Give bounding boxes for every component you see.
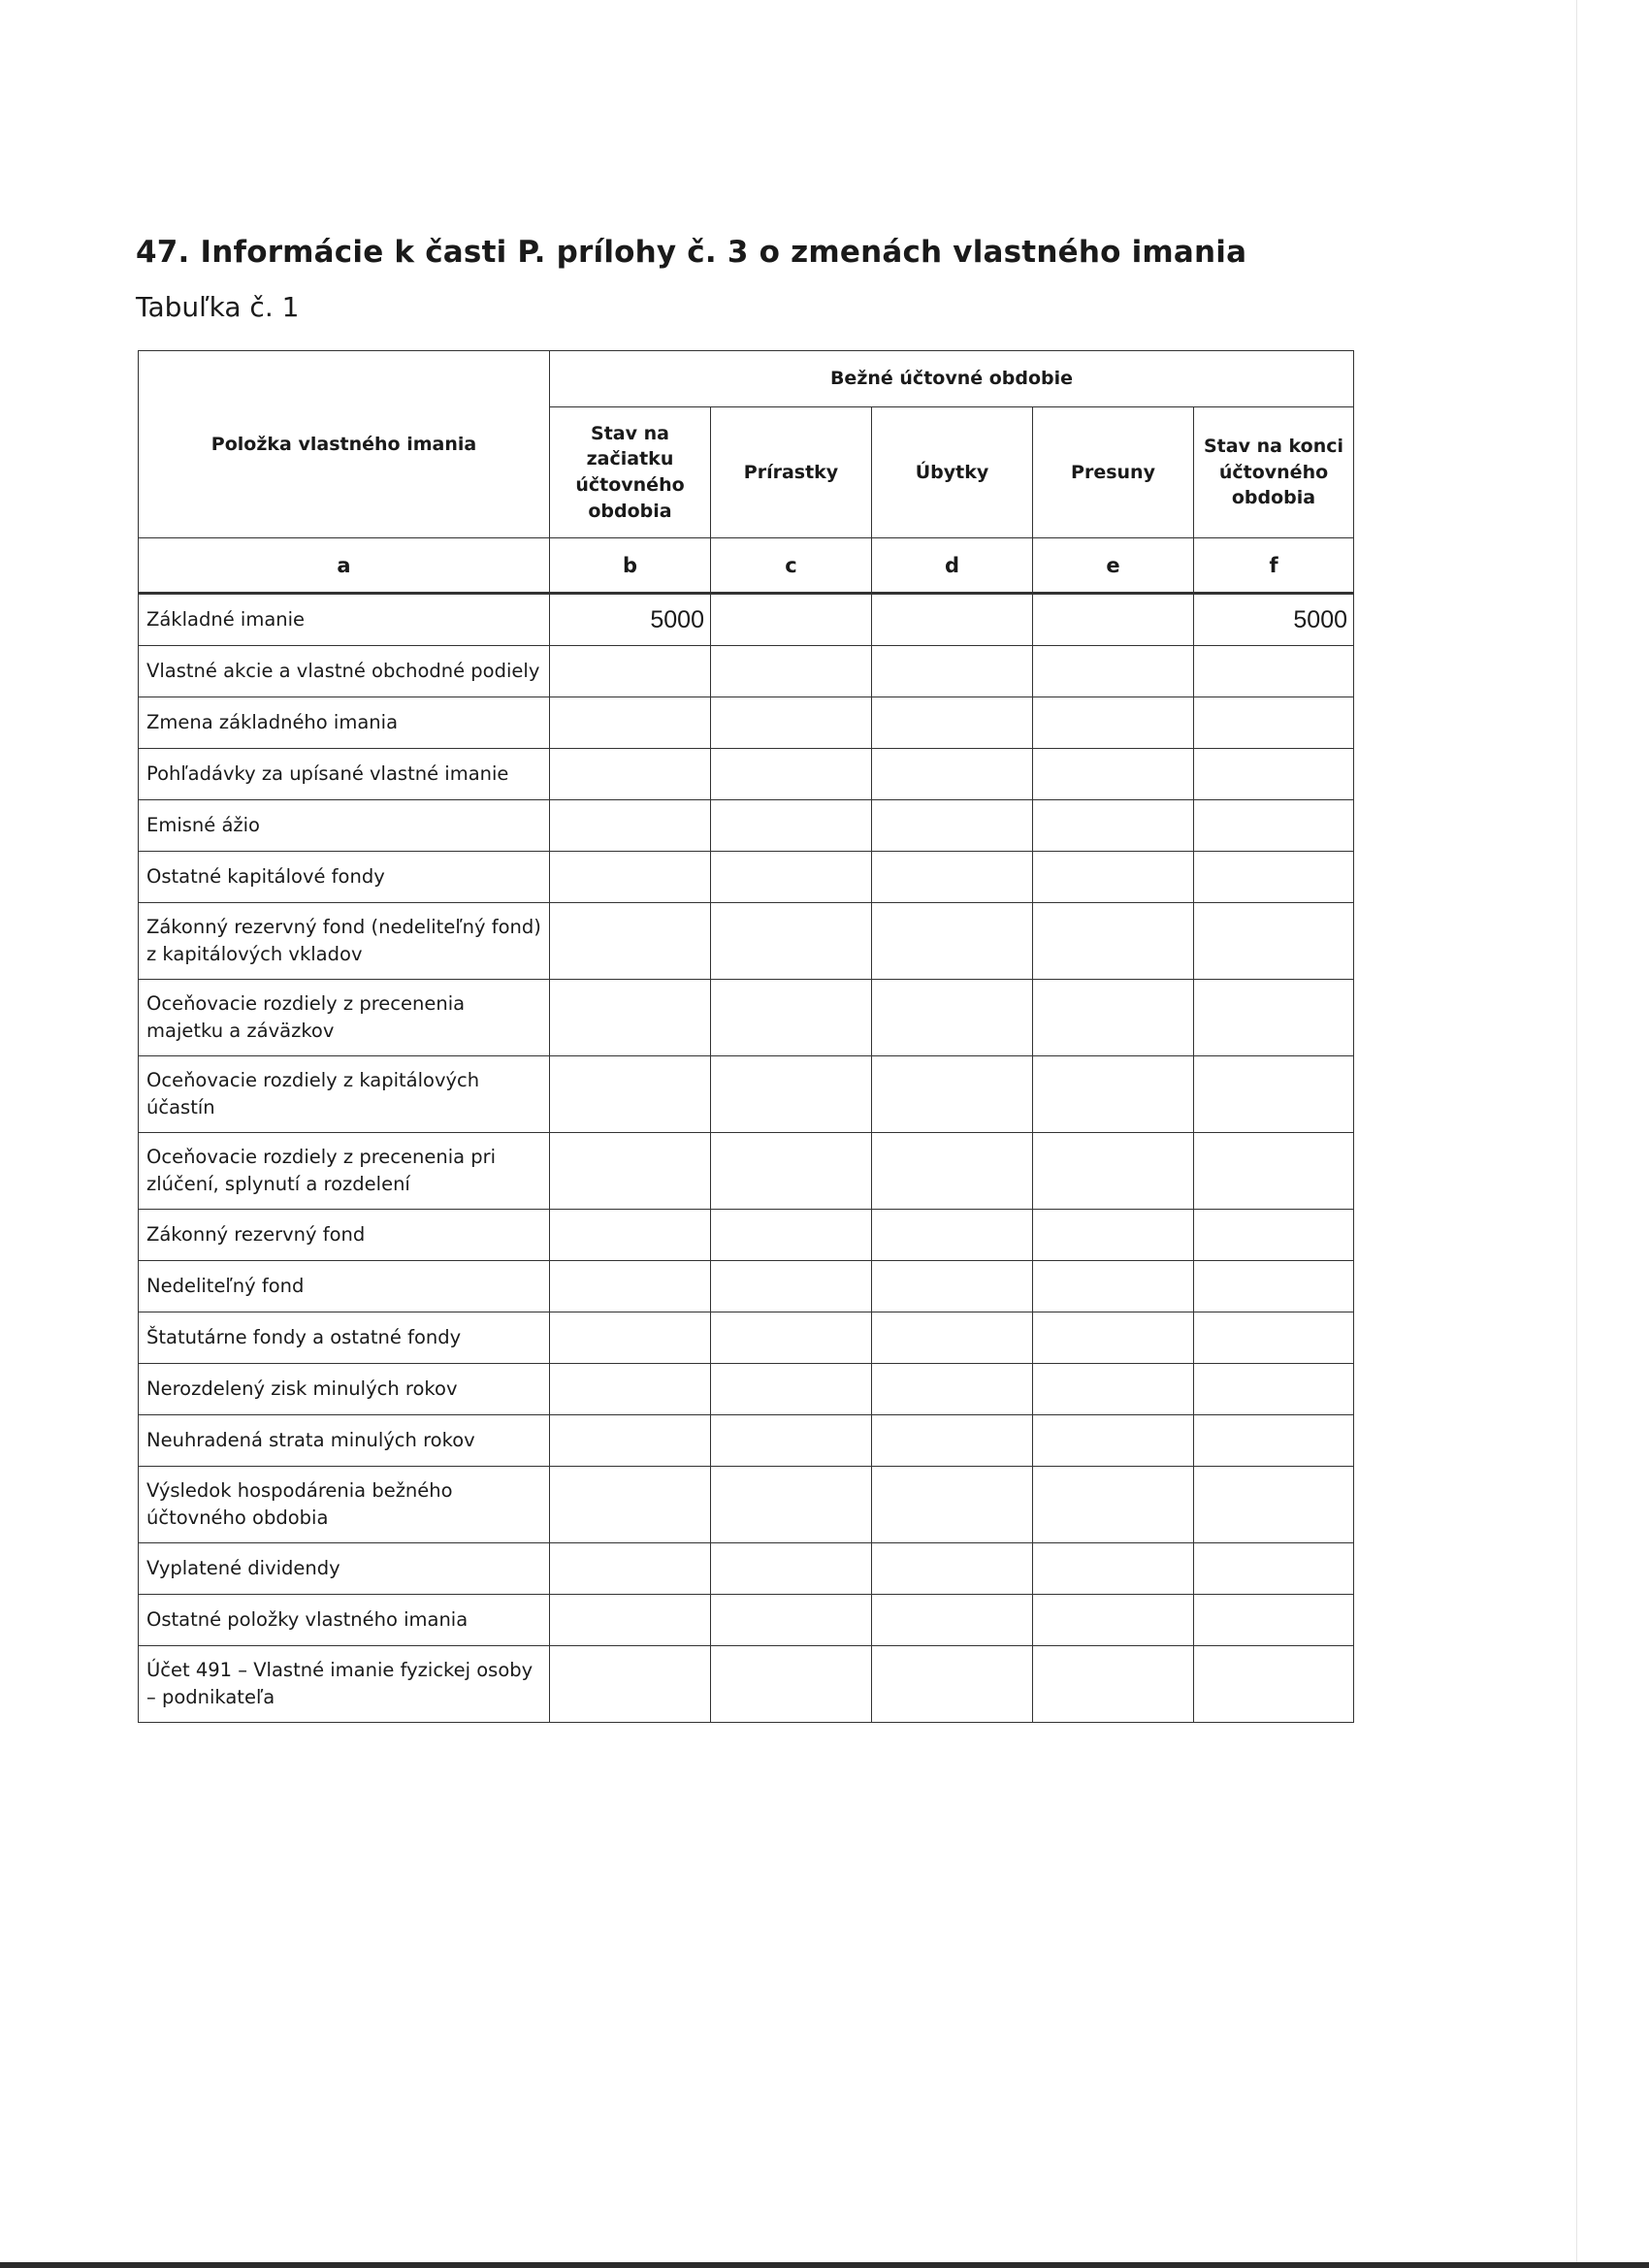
table-row bbox=[139, 1595, 1354, 1646]
value-cell-e[interactable] bbox=[1033, 1312, 1194, 1364]
value-cell-f[interactable] bbox=[1194, 1467, 1354, 1543]
value-cell-c[interactable] bbox=[711, 852, 872, 903]
value-cell-b[interactable] bbox=[550, 1133, 711, 1210]
column-letters-row bbox=[139, 538, 1354, 594]
value-cell-d[interactable] bbox=[872, 980, 1033, 1056]
row-label: Oceňovacie rozdiely z kapitálových účastín bbox=[139, 1056, 550, 1133]
col-header-end: Stav na konci účtovného obdobia bbox=[1194, 407, 1354, 538]
value-cell-e[interactable] bbox=[1033, 697, 1194, 749]
value-cell-d[interactable] bbox=[872, 1133, 1033, 1210]
col-header-decreases: Úbytky bbox=[872, 407, 1033, 538]
value-cell-c[interactable] bbox=[711, 697, 872, 749]
value-cell-f[interactable] bbox=[1194, 980, 1354, 1056]
value-cell-e[interactable] bbox=[1033, 980, 1194, 1056]
row-label: Oceňovacie rozdiely z precenenia pri zlúčení, splynutí a rozdelení bbox=[139, 1133, 550, 1210]
table-row bbox=[139, 1261, 1354, 1312]
table-row bbox=[139, 1133, 1354, 1210]
value-cell-e[interactable] bbox=[1033, 646, 1194, 697]
value-cell-e[interactable] bbox=[1033, 1364, 1194, 1415]
column-letter: b bbox=[550, 538, 711, 594]
row-label: Vlastné akcie a vlastné obchodné podiely bbox=[139, 646, 550, 697]
value-cell-d[interactable] bbox=[872, 594, 1033, 646]
column-letter: f bbox=[1194, 538, 1354, 594]
table-row bbox=[139, 1467, 1354, 1543]
value-cell-c[interactable] bbox=[711, 903, 872, 980]
table-row bbox=[139, 749, 1354, 800]
value-cell-d[interactable] bbox=[872, 1646, 1033, 1723]
value-cell-d[interactable] bbox=[872, 1543, 1033, 1595]
page-edge bbox=[1576, 0, 1577, 2268]
value-cell-d[interactable] bbox=[872, 852, 1033, 903]
value-cell-c[interactable] bbox=[711, 800, 872, 852]
col-header-start: Stav na začiatku účtovného obdobia bbox=[550, 407, 711, 538]
value-cell-b[interactable] bbox=[550, 1415, 711, 1467]
value-cell-c[interactable] bbox=[711, 1261, 872, 1312]
value-cell-b[interactable] bbox=[550, 903, 711, 980]
value-cell-e[interactable] bbox=[1033, 903, 1194, 980]
column-letter: e bbox=[1033, 538, 1194, 594]
scan-bottom-edge bbox=[0, 2262, 1649, 2268]
row-label: Účet 491 – Vlastné imanie fyzickej osoby – podnikateľa bbox=[139, 1646, 550, 1723]
table-row bbox=[139, 697, 1354, 749]
row-label: Zákonný rezervný fond (nedeliteľný fond) z kapitálových vkladov bbox=[139, 903, 550, 980]
value-cell-c[interactable] bbox=[711, 749, 872, 800]
value-cell-e[interactable] bbox=[1033, 1261, 1194, 1312]
value-cell-f[interactable] bbox=[1194, 1415, 1354, 1467]
table-row bbox=[139, 1543, 1354, 1595]
value-cell-b[interactable] bbox=[550, 1210, 711, 1261]
value-cell-f[interactable] bbox=[1194, 1543, 1354, 1595]
table-caption: Tabuľka č. 1 bbox=[136, 291, 300, 323]
value-cell-b[interactable] bbox=[550, 749, 711, 800]
value-cell-c[interactable] bbox=[711, 1312, 872, 1364]
value-cell-f[interactable] bbox=[1194, 800, 1354, 852]
value-cell-f[interactable] bbox=[1194, 749, 1354, 800]
group-header: Bežné účtovné obdobie bbox=[550, 351, 1354, 407]
value-cell-f[interactable] bbox=[1194, 1364, 1354, 1415]
value-cell-b[interactable] bbox=[550, 1543, 711, 1595]
value-cell-c[interactable] bbox=[711, 594, 872, 646]
value-cell-d[interactable] bbox=[872, 1210, 1033, 1261]
table-row bbox=[139, 1210, 1354, 1261]
value-cell-f[interactable] bbox=[1194, 1133, 1354, 1210]
row-label: Základné imanie bbox=[139, 594, 550, 646]
row-label: Oceňovacie rozdiely z precenenia majetku a záväzkov bbox=[139, 980, 550, 1056]
equity-changes-table bbox=[138, 350, 1354, 1723]
row-label: Zákonný rezervný fond bbox=[139, 1210, 550, 1261]
value-cell-b[interactable] bbox=[550, 646, 711, 697]
value-cell-e[interactable] bbox=[1033, 1646, 1194, 1723]
value-cell-c[interactable] bbox=[711, 1133, 872, 1210]
value-cell-e[interactable] bbox=[1033, 1467, 1194, 1543]
column-letter: c bbox=[711, 538, 872, 594]
value-cell-c[interactable] bbox=[711, 1210, 872, 1261]
value-cell-f[interactable] bbox=[1194, 646, 1354, 697]
table-row bbox=[139, 1646, 1354, 1723]
value-cell-d[interactable] bbox=[872, 1364, 1033, 1415]
value-cell-d[interactable] bbox=[872, 1415, 1033, 1467]
value-cell-f[interactable]: 5000 bbox=[1194, 594, 1354, 646]
value-cell-b[interactable]: 5000 bbox=[550, 594, 711, 646]
value-cell-e[interactable] bbox=[1033, 749, 1194, 800]
row-header: Položka vlastného imania bbox=[139, 351, 550, 538]
value-cell-b[interactable] bbox=[550, 1312, 711, 1364]
table-row bbox=[139, 1364, 1354, 1415]
table-row bbox=[139, 980, 1354, 1056]
value-cell-e[interactable] bbox=[1033, 852, 1194, 903]
column-letter: d bbox=[872, 538, 1033, 594]
value-cell-d[interactable] bbox=[872, 800, 1033, 852]
section-title: 47. Informácie k časti P. prílohy č. 3 o zmenách vlastného imania bbox=[136, 235, 1247, 270]
value-cell-e[interactable] bbox=[1033, 594, 1194, 646]
value-cell-f[interactable] bbox=[1194, 852, 1354, 903]
value-cell-b[interactable] bbox=[550, 852, 711, 903]
table-row bbox=[139, 646, 1354, 697]
value-cell-d[interactable] bbox=[872, 749, 1033, 800]
row-label: Neuhradená strata minulých rokov bbox=[139, 1415, 550, 1467]
table-row bbox=[139, 903, 1354, 980]
value-cell-c[interactable] bbox=[711, 980, 872, 1056]
value-cell-b[interactable] bbox=[550, 1364, 711, 1415]
value-cell-b[interactable] bbox=[550, 1646, 711, 1723]
value-cell-e[interactable] bbox=[1033, 1133, 1194, 1210]
value-cell-c[interactable] bbox=[711, 1364, 872, 1415]
row-label: Ostatné položky vlastného imania bbox=[139, 1595, 550, 1646]
table-row bbox=[139, 800, 1354, 852]
value-cell-f[interactable] bbox=[1194, 1595, 1354, 1646]
value-cell-e[interactable] bbox=[1033, 1543, 1194, 1595]
value-cell-c[interactable] bbox=[711, 1543, 872, 1595]
row-label: Emisné ážio bbox=[139, 800, 550, 852]
value-cell-d[interactable] bbox=[872, 903, 1033, 980]
column-letter: a bbox=[139, 538, 550, 594]
value-cell-e[interactable] bbox=[1033, 1415, 1194, 1467]
value-cell-c[interactable] bbox=[711, 1056, 872, 1133]
value-cell-f[interactable] bbox=[1194, 697, 1354, 749]
value-cell-c[interactable] bbox=[711, 1595, 872, 1646]
table-row bbox=[139, 594, 1354, 646]
value-cell-d[interactable] bbox=[872, 697, 1033, 749]
row-label: Nerozdelený zisk minulých rokov bbox=[139, 1364, 550, 1415]
table-row bbox=[139, 1415, 1354, 1467]
row-label: Pohľadávky za upísané vlastné imanie bbox=[139, 749, 550, 800]
row-label: Výsledok hospodárenia bežného účtovného obdobia bbox=[139, 1467, 550, 1543]
value-cell-d[interactable] bbox=[872, 1467, 1033, 1543]
value-cell-b[interactable] bbox=[550, 1595, 711, 1646]
row-label: Ostatné kapitálové fondy bbox=[139, 852, 550, 903]
value-cell-b[interactable] bbox=[550, 800, 711, 852]
value-cell-f[interactable] bbox=[1194, 1261, 1354, 1312]
row-label: Nedeliteľný fond bbox=[139, 1261, 550, 1312]
value-cell-b[interactable] bbox=[550, 1056, 711, 1133]
value-cell-f[interactable] bbox=[1194, 903, 1354, 980]
value-cell-f[interactable] bbox=[1194, 1646, 1354, 1723]
value-cell-d[interactable] bbox=[872, 646, 1033, 697]
value-cell-b[interactable] bbox=[550, 1467, 711, 1543]
value-cell-f[interactable] bbox=[1194, 1056, 1354, 1133]
value-cell-c[interactable] bbox=[711, 1415, 872, 1467]
value-cell-d[interactable] bbox=[872, 1261, 1033, 1312]
value-cell-c[interactable] bbox=[711, 1467, 872, 1543]
row-label: Vyplatené dividendy bbox=[139, 1543, 550, 1595]
value-cell-b[interactable] bbox=[550, 697, 711, 749]
value-cell-d[interactable] bbox=[872, 1312, 1033, 1364]
value-cell-e[interactable] bbox=[1033, 1210, 1194, 1261]
value-cell-c[interactable] bbox=[711, 1646, 872, 1723]
table-row bbox=[139, 852, 1354, 903]
value-cell-b[interactable] bbox=[550, 1261, 711, 1312]
col-header-additions: Prírastky bbox=[711, 407, 872, 538]
row-label: Zmena základného imania bbox=[139, 697, 550, 749]
col-header-transfers: Presuny bbox=[1033, 407, 1194, 538]
table-row bbox=[139, 1312, 1354, 1364]
row-label: Štatutárne fondy a ostatné fondy bbox=[139, 1312, 550, 1364]
value-cell-f[interactable] bbox=[1194, 1210, 1354, 1261]
value-cell-f[interactable] bbox=[1194, 1312, 1354, 1364]
value-cell-c[interactable] bbox=[711, 646, 872, 697]
value-cell-d[interactable] bbox=[872, 1056, 1033, 1133]
value-cell-e[interactable] bbox=[1033, 1595, 1194, 1646]
value-cell-d[interactable] bbox=[872, 1595, 1033, 1646]
value-cell-b[interactable] bbox=[550, 980, 711, 1056]
value-cell-e[interactable] bbox=[1033, 800, 1194, 852]
value-cell-e[interactable] bbox=[1033, 1056, 1194, 1133]
table-row bbox=[139, 1056, 1354, 1133]
